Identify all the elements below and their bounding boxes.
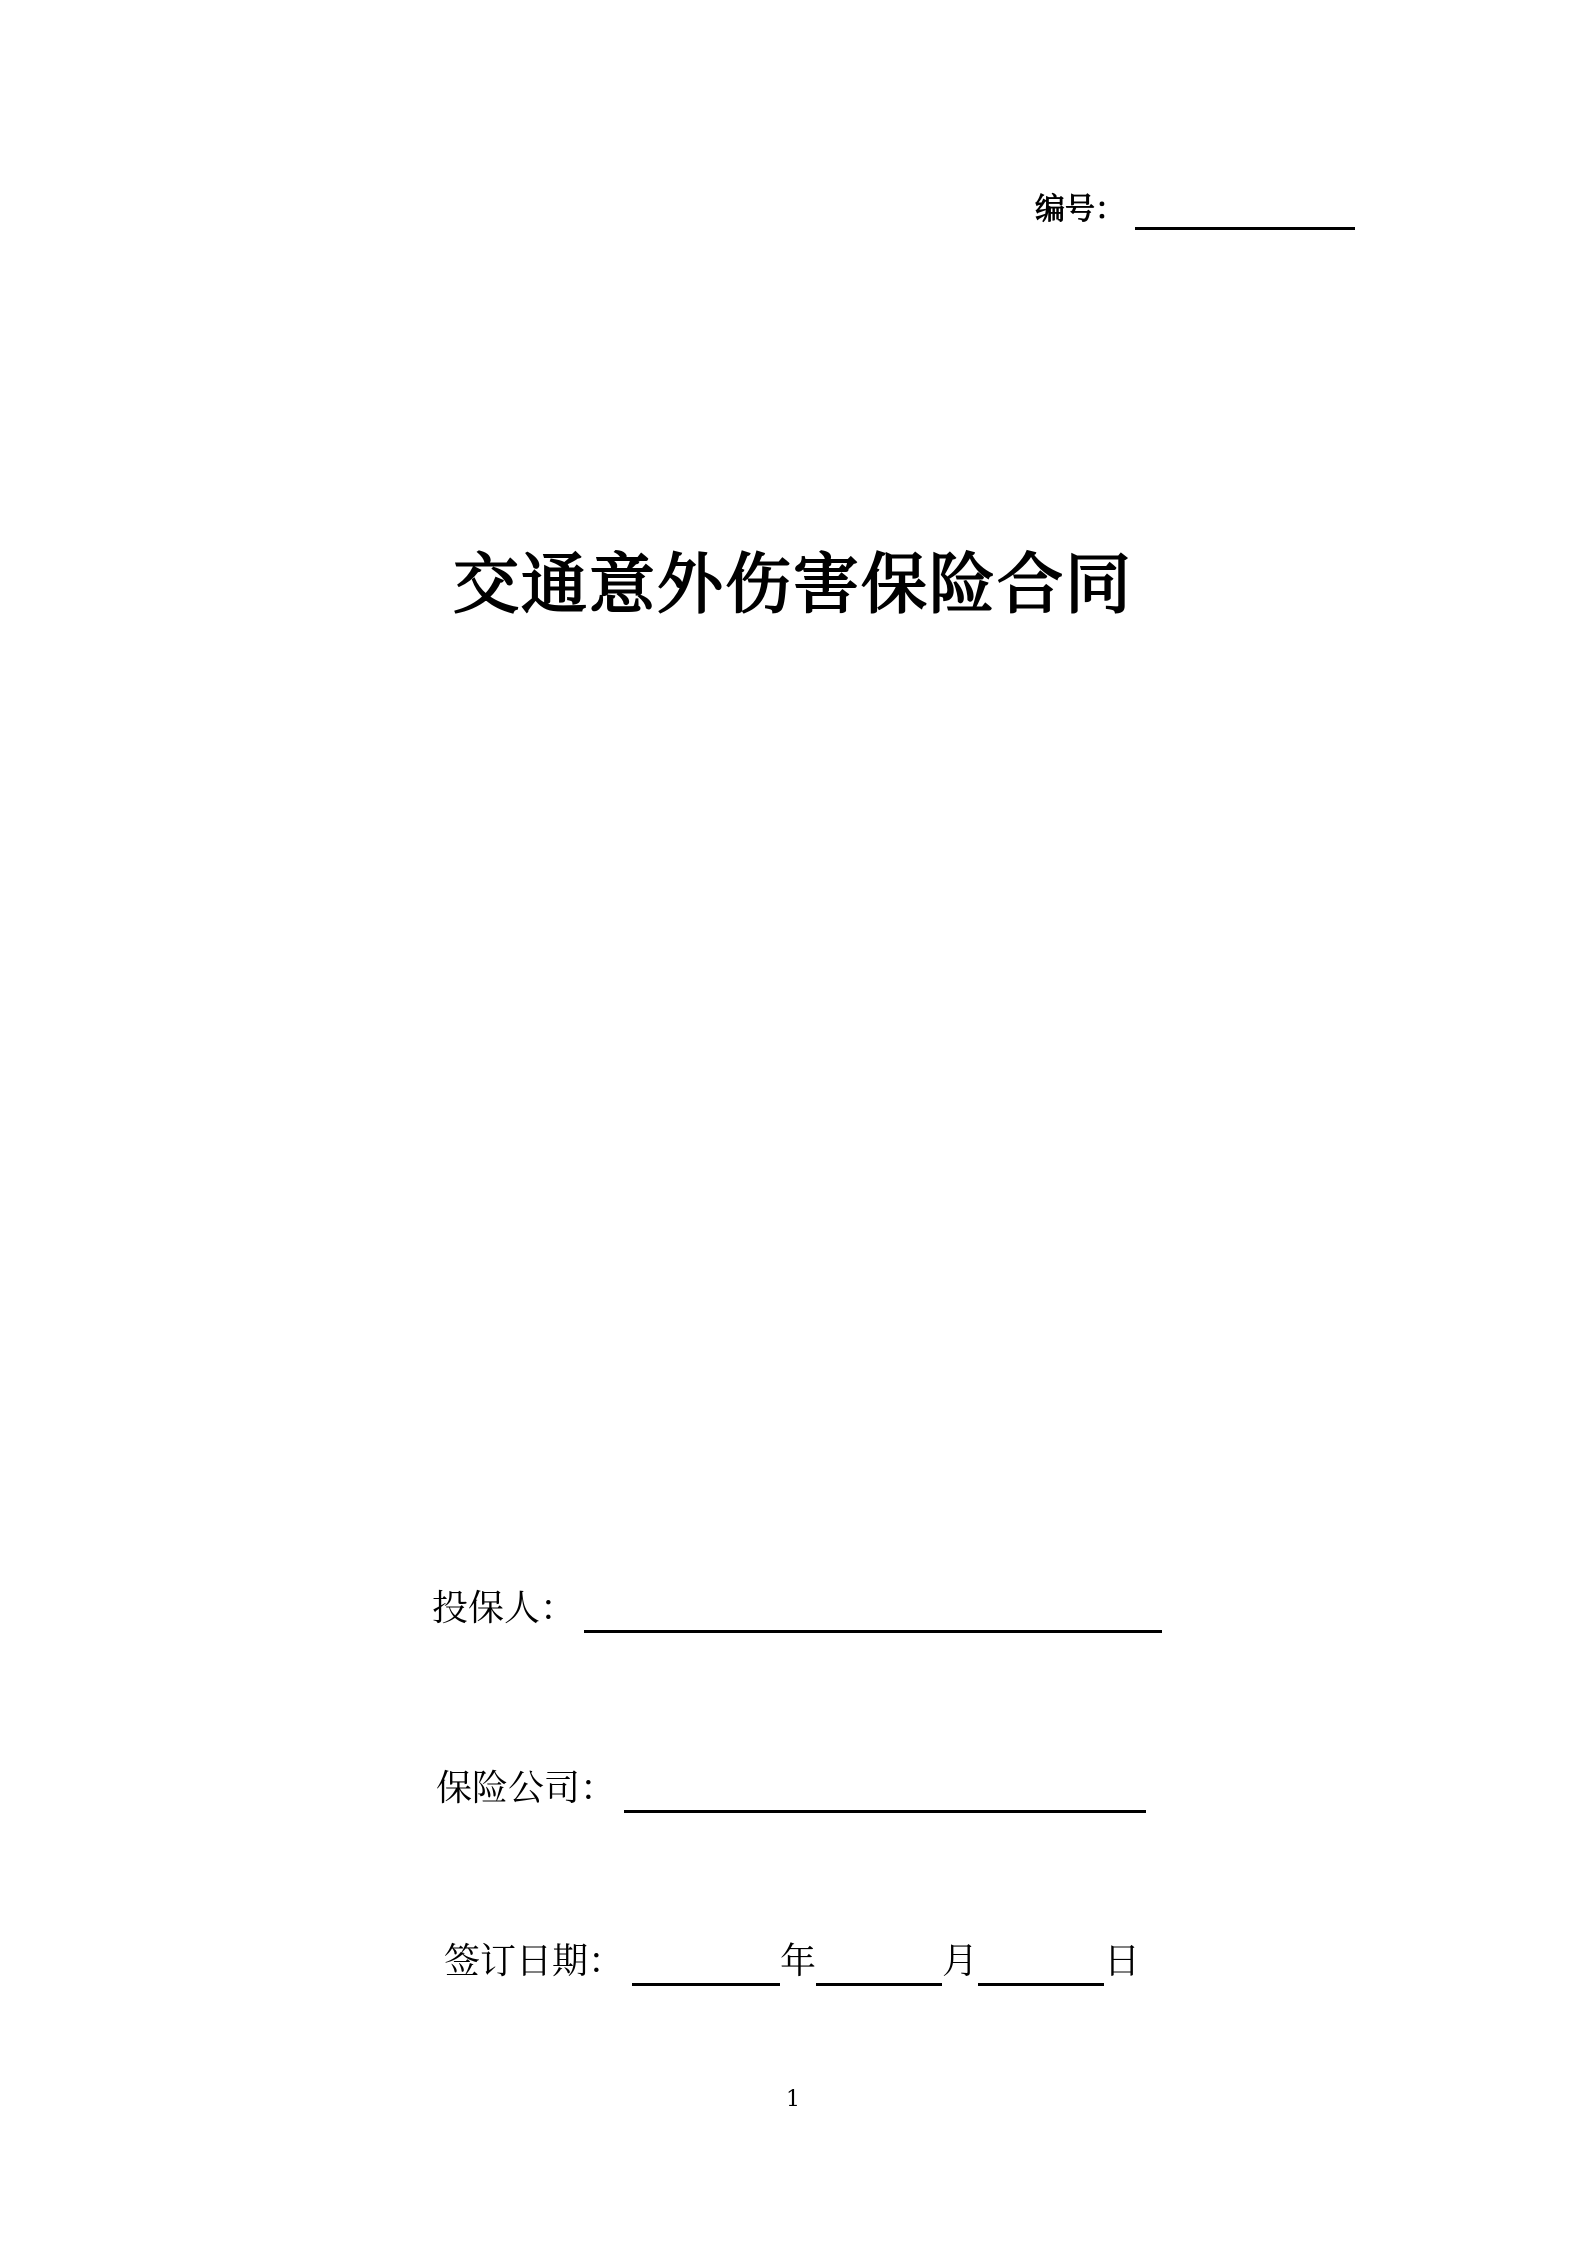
- document-title: 交通意外伤害保险合同: [453, 546, 1133, 623]
- year-label: 年: [780, 1941, 817, 1982]
- sign-date-row: [444, 1938, 1140, 1986]
- page-number: 1: [786, 2087, 800, 2112]
- policyholder-row: [432, 1585, 1162, 1633]
- insurer-label: 保险公司：: [436, 1768, 617, 1809]
- policyholder-label: 投保人：: [432, 1588, 577, 1629]
- insurer-blank: [624, 1776, 1146, 1813]
- year-blank: [632, 1949, 780, 1986]
- insurer-row: [436, 1765, 1146, 1813]
- contract-number-blank: [1135, 197, 1355, 230]
- contract-number-row: [1035, 190, 1355, 230]
- contract-number-label: 编号：: [1035, 192, 1125, 227]
- month-blank: [816, 1949, 942, 1986]
- day-label: 日: [1104, 1941, 1141, 1982]
- day-blank: [978, 1949, 1104, 1986]
- month-label: 月: [942, 1941, 979, 1982]
- sign-date-label: 签订日期：: [444, 1941, 625, 1982]
- policyholder-blank: [584, 1596, 1162, 1633]
